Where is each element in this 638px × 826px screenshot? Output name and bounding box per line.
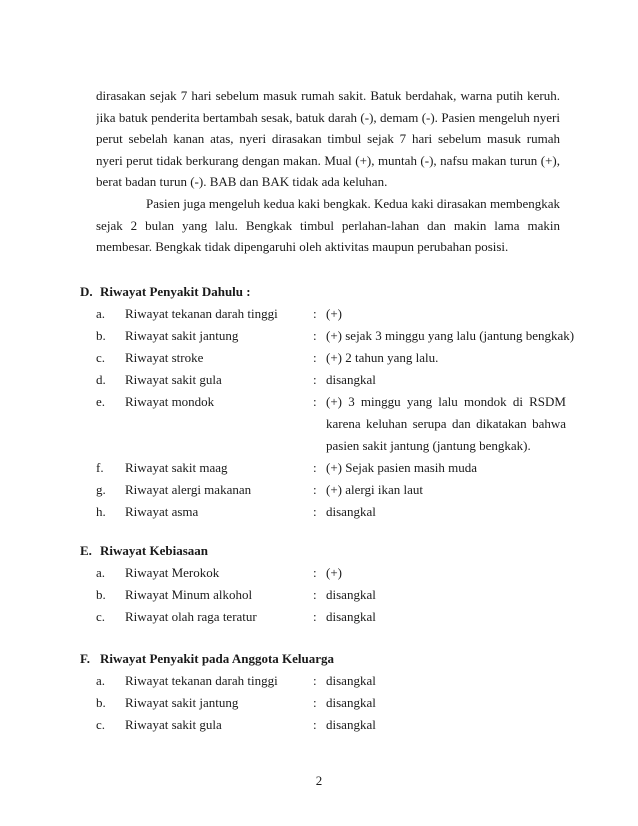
item-value: disangkal: [326, 587, 376, 602]
list-item-continuation: [80, 435, 580, 457]
paragraph-line: dirasakan sejak 7 hari sebelum masuk rumah sakit. Batuk berdahak, warna putih keruh.: [96, 88, 560, 103]
item-label: Riwayat olah raga teratur: [125, 609, 257, 624]
item-letter: b.: [96, 328, 106, 343]
item-colon: :: [313, 394, 317, 409]
paragraph-line: nyeri perut tidak berkurang dengan makan. Mual (+), muntah (-), nafsu makan turun (+),: [96, 152, 560, 168]
page-number: 2: [315, 773, 323, 788]
item-letter: b.: [96, 587, 106, 602]
item-label: Riwayat alergi makanan: [125, 482, 252, 497]
list-item: [80, 347, 580, 369]
item-colon: :: [313, 460, 317, 475]
item-colon: :: [313, 350, 317, 365]
item-value: disangkal: [326, 695, 376, 710]
item-letter: h.: [96, 504, 106, 519]
item-label: Riwayat sakit gula: [125, 372, 222, 387]
item-colon: :: [313, 609, 317, 624]
section-heading: [80, 648, 580, 670]
item-colon: :: [313, 306, 317, 321]
section-title: Riwayat Penyakit Dahulu :: [100, 284, 251, 299]
section-letter: D.: [80, 284, 93, 299]
item-colon: :: [313, 673, 317, 688]
item-label: Riwayat asma: [125, 504, 199, 519]
list-item-continuation: [80, 413, 580, 435]
section-riwayat-penyakit-dahulu: [80, 281, 580, 523]
list-item: [80, 714, 580, 736]
section-riwayat-penyakit-keluarga: [80, 648, 580, 736]
item-label: Riwayat sakit maag: [125, 460, 228, 475]
item-colon: :: [313, 482, 317, 497]
item-colon: :: [313, 504, 317, 519]
item-letter: g.: [96, 482, 106, 497]
item-label: Riwayat Minum alkohol: [125, 587, 253, 602]
body-paragraph: [96, 85, 560, 258]
paragraph-line: perut sebelah kanan atas, nyeri dirasakan timbul sejak 7 hari sebelum masuk rumah: [96, 131, 560, 147]
item-letter: c.: [96, 350, 106, 365]
list-item: [80, 457, 580, 479]
list-item: [80, 692, 580, 714]
paragraph-line: jika batuk penderita bertambah sesak, batuk darah (-), demam (-). Pasien mengeluh nyeri: [96, 109, 560, 125]
paragraph-line: membesar. Bengkak tidak dipengaruhi oleh aktivitas maupun perubahan posisi.: [96, 239, 509, 255]
list-item: [80, 303, 580, 325]
item-label: Riwayat sakit gula: [125, 717, 222, 732]
item-letter: e.: [96, 394, 106, 409]
list-item: [80, 584, 580, 606]
item-value: (+) alergi ikan laut: [326, 482, 423, 497]
list-item: [80, 479, 580, 501]
item-colon: :: [313, 372, 317, 387]
item-label: Riwayat Merokok: [125, 565, 220, 580]
item-colon: :: [313, 565, 317, 580]
section-riwayat-kebiasaan: [80, 540, 580, 628]
paragraph-line: Pasien juga mengeluh kedua kaki bengkak. Kedua kaki dirasakan membengkak: [146, 195, 560, 211]
item-letter: b.: [96, 695, 106, 710]
item-value: (+) Sejak pasien masih muda: [326, 460, 478, 475]
list-item: [80, 501, 580, 523]
section-heading: [80, 540, 580, 562]
paragraph-line: sejak 2 bulan yang lalu. Bengkak timbul perlahan-lahan dan makin lama makin: [96, 217, 560, 233]
item-colon: :: [313, 587, 317, 602]
item-value-continuation: karena keluhan serupa dan dikatakan bahwa: [326, 416, 566, 431]
section-title: Riwayat Kebiasaan: [100, 543, 208, 558]
list-item: [80, 325, 580, 347]
list-item: [80, 606, 580, 628]
item-value: disangkal: [326, 673, 376, 688]
item-label: Riwayat tekanan darah tinggi: [125, 673, 278, 688]
section-letter: E.: [80, 543, 92, 558]
item-colon: :: [313, 717, 317, 732]
list-item: [80, 670, 580, 692]
list-item: [80, 369, 580, 391]
item-value: disangkal: [326, 372, 376, 387]
item-value: (+) 2 tahun yang lalu.: [326, 350, 439, 365]
item-letter: c.: [96, 717, 106, 732]
paragraph-line: berat badan turun (-). BAB dan BAK tidak ada keluhan.: [96, 174, 388, 190]
list-item: [80, 562, 580, 584]
item-label: Riwayat tekanan darah tinggi: [125, 306, 278, 321]
item-label: Riwayat mondok: [125, 394, 215, 409]
item-letter: d.: [96, 372, 106, 387]
item-letter: f.: [96, 460, 104, 475]
item-value: disangkal: [326, 609, 376, 624]
item-letter: c.: [96, 609, 106, 624]
item-value: (+): [326, 306, 342, 321]
item-value: (+): [326, 565, 342, 580]
item-value: (+) sejak 3 minggu yang lalu (jantung bengkak): [326, 328, 575, 343]
item-label: Riwayat sakit jantung: [125, 328, 239, 343]
item-value: disangkal: [326, 504, 376, 519]
item-letter: a.: [96, 565, 106, 580]
item-letter: a.: [96, 673, 106, 688]
item-value: (+) 3 minggu yang lalu mondok di RSDM: [326, 394, 566, 409]
item-label: Riwayat sakit jantung: [125, 695, 239, 710]
item-value: disangkal: [326, 717, 376, 732]
item-colon: :: [313, 328, 317, 343]
section-heading: [80, 281, 580, 303]
item-letter: a.: [96, 306, 106, 321]
section-letter: F.: [80, 651, 90, 666]
section-title: Riwayat Penyakit pada Anggota Keluarga: [100, 651, 335, 666]
item-colon: :: [313, 695, 317, 710]
list-item: [80, 391, 580, 413]
item-label: Riwayat stroke: [125, 350, 204, 365]
item-value-continuation: pasien sakit jantung (jantung bengkak).: [326, 438, 531, 453]
